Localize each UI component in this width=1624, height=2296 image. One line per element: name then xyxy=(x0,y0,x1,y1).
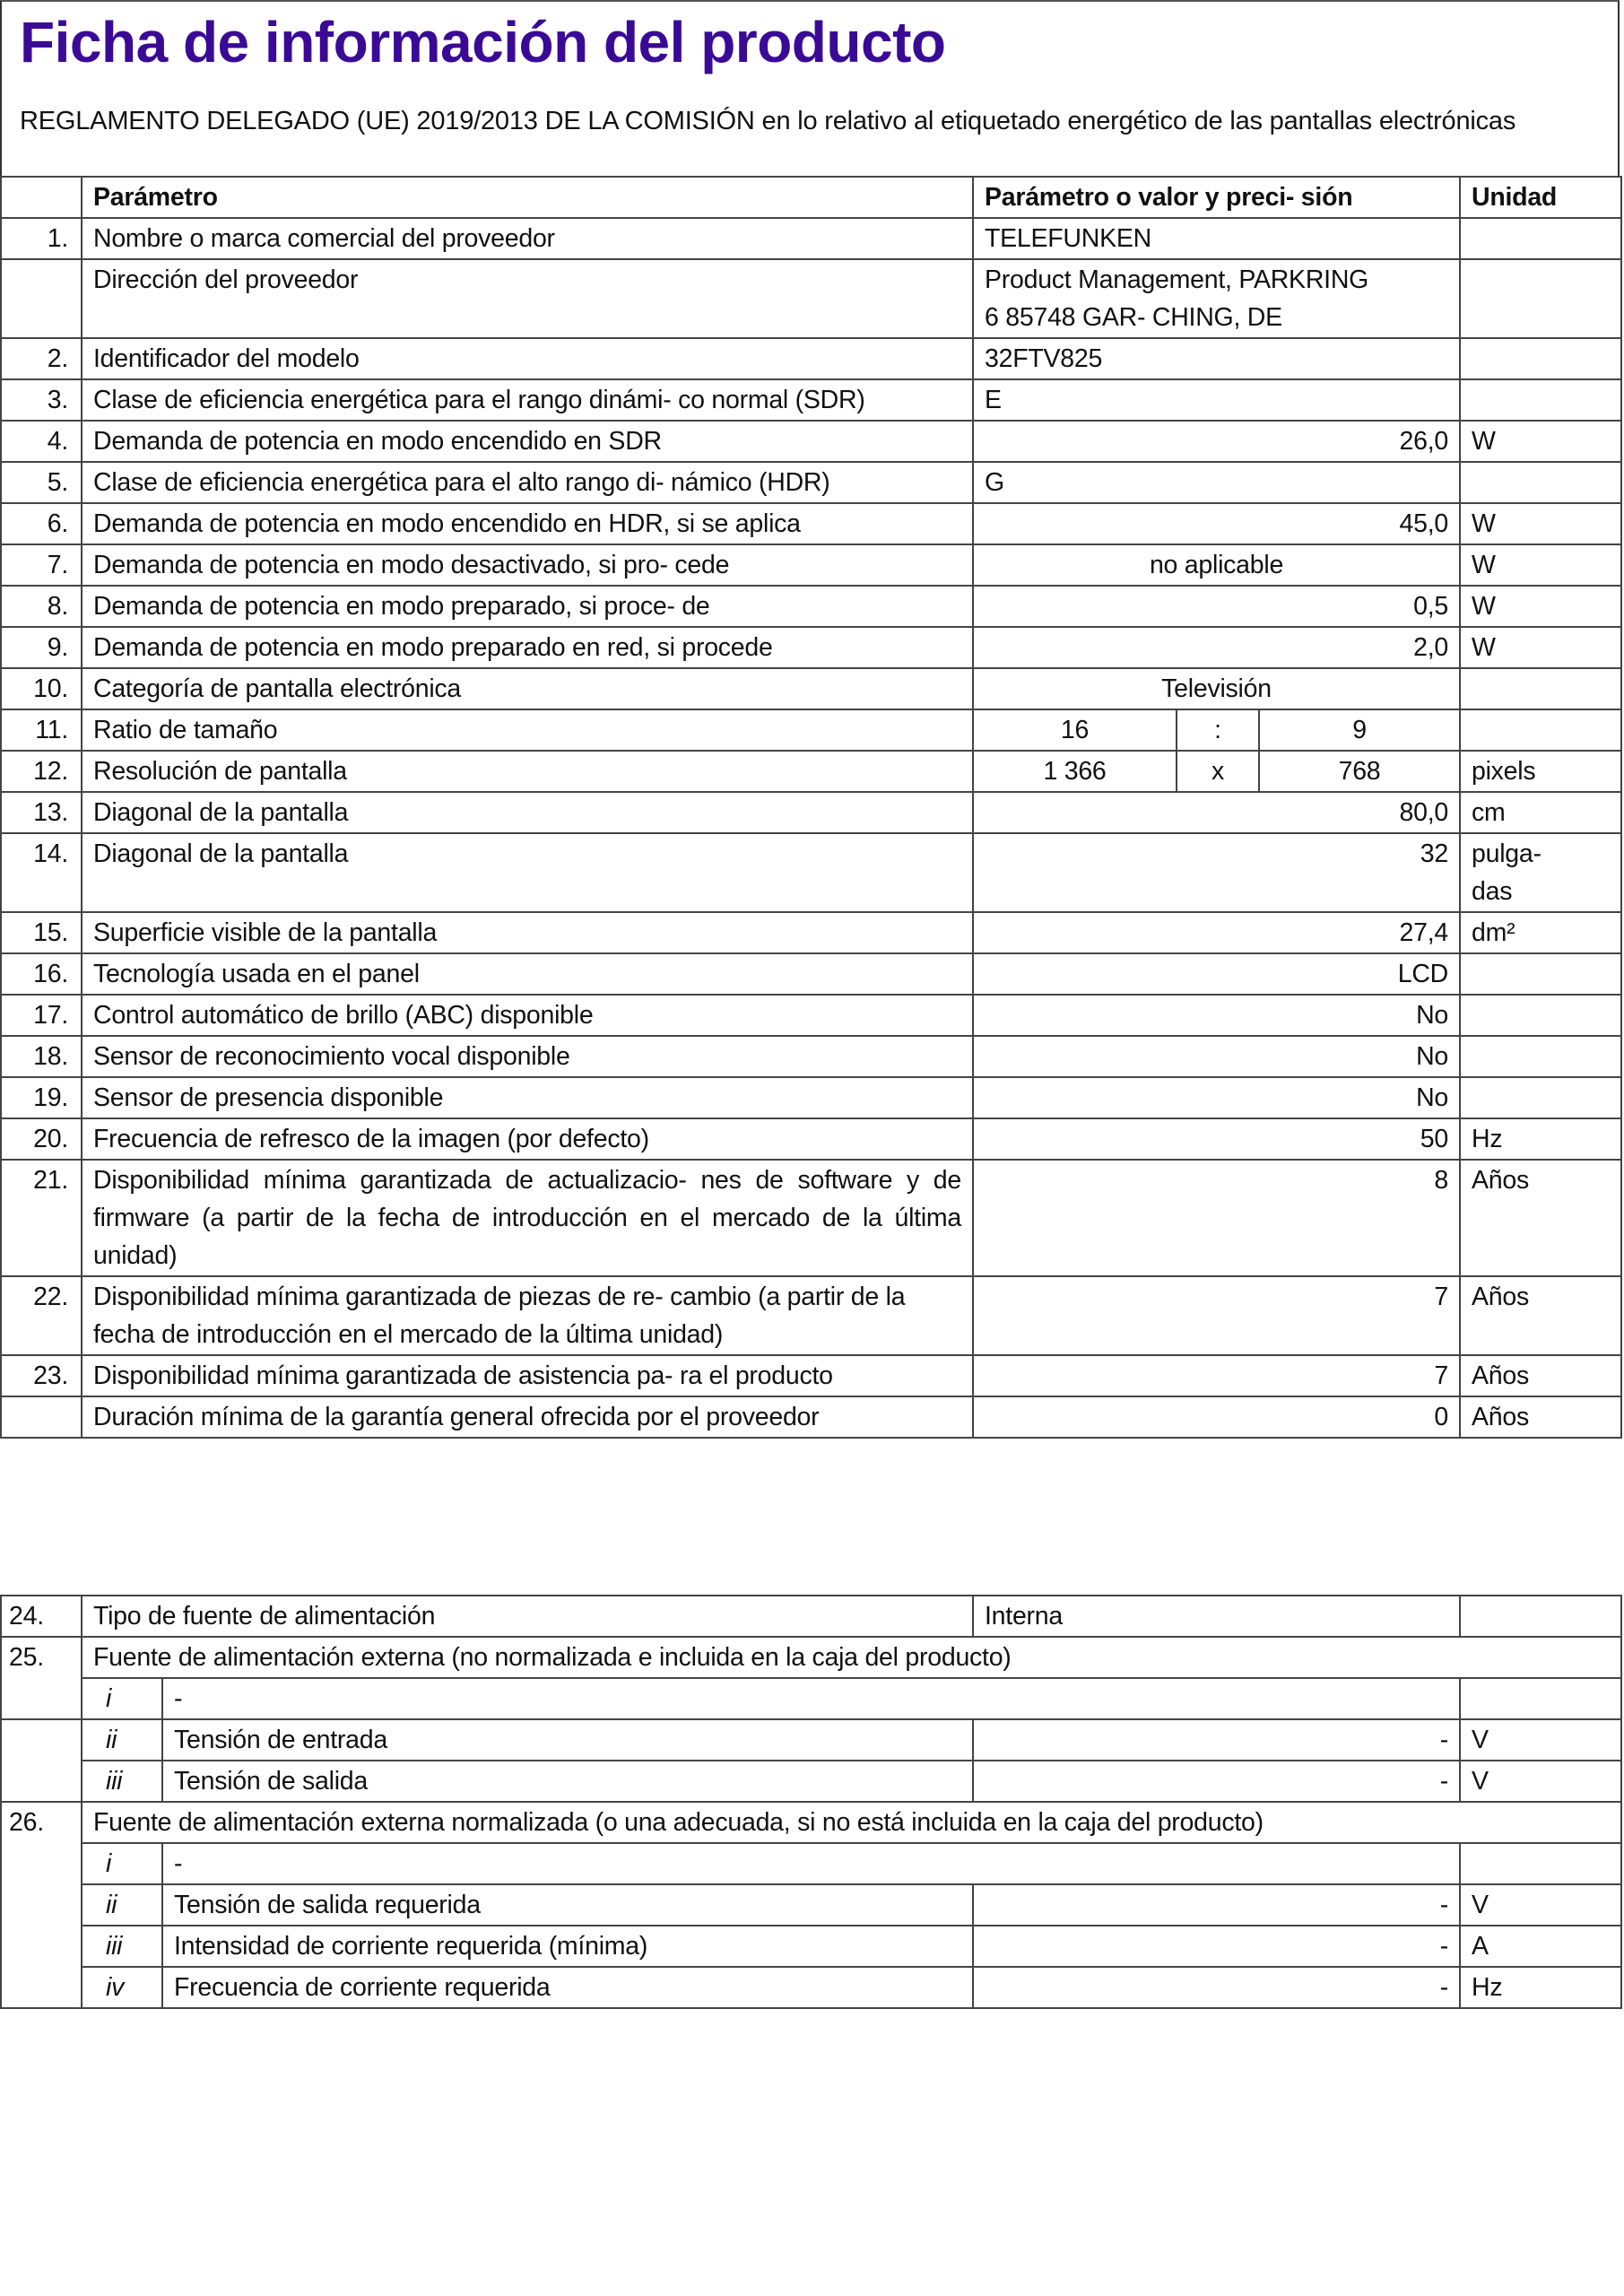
table-row xyxy=(1,792,1621,833)
parameter-label: Diagonal de la pantalla xyxy=(82,833,973,912)
document-header xyxy=(0,0,1620,176)
sub-row xyxy=(1,1719,1621,1761)
table-row xyxy=(1,627,1621,668)
row-number: 25. xyxy=(1,1637,82,1719)
row-number: 14. xyxy=(1,833,82,912)
unit xyxy=(1460,668,1621,709)
sub-label: Frecuencia de corriente requerida xyxy=(162,1967,973,2008)
sub-label: Tensión de salida requerida xyxy=(162,1884,973,1926)
sub-row xyxy=(1,1926,1621,1967)
unit: Hz xyxy=(1460,1118,1621,1160)
table-row xyxy=(1,833,1621,912)
sub-index: iv xyxy=(82,1967,162,2008)
section-title: Fuente de alimentación externa (no normalizada e incluida en la caja del producto) xyxy=(82,1637,1621,1678)
value-part: 1 366 xyxy=(973,751,1177,792)
parameter-value: No xyxy=(973,1077,1460,1118)
unit xyxy=(1460,338,1621,379)
row-number: 16. xyxy=(1,953,82,995)
row-number: 21. xyxy=(1,1160,82,1276)
row-number: 19. xyxy=(1,1077,82,1118)
section-title: Fuente de alimentación externa normalizada (o una adecuada, si no está incluida en la caja del producto) xyxy=(82,1802,1621,1843)
table-row xyxy=(1,1355,1621,1396)
sub-value: - xyxy=(973,1967,1460,2008)
table-row xyxy=(1,1276,1621,1355)
parameter-value: E xyxy=(973,379,1460,421)
parameter-label: Disponibilidad mínima garantizada de actualizacio- nes de software y de firmware (a partir de la fecha de introducción en el mercado de la última unidad) xyxy=(82,1160,973,1276)
table-row xyxy=(1,995,1621,1036)
table-row xyxy=(1,1160,1621,1276)
parameter-label: Demanda de potencia en modo encendido en HDR, si se aplica xyxy=(82,503,973,544)
table-row xyxy=(1,544,1621,586)
unit: W xyxy=(1460,421,1621,462)
table-row xyxy=(1,709,1621,751)
row-number: 22. xyxy=(1,1276,82,1355)
parameter-value: 8 xyxy=(973,1160,1460,1276)
row-number: 5. xyxy=(1,462,82,503)
row-number: 24. xyxy=(1,1596,82,1637)
unit xyxy=(1460,379,1621,421)
sub-label: - xyxy=(162,1843,1460,1884)
unit: Años xyxy=(1460,1355,1621,1396)
table-row xyxy=(1,379,1621,421)
row-number: 4. xyxy=(1,421,82,462)
row-number xyxy=(1,259,82,338)
parameter-value: 27,4 xyxy=(973,912,1460,953)
sub-value: - xyxy=(973,1884,1460,1926)
sub-index: ii xyxy=(82,1884,162,1926)
parameter-value: 45,0 xyxy=(973,503,1460,544)
parameter-label: Clase de eficiencia energética para el rango dinámi- co normal (SDR) xyxy=(82,379,973,421)
value-part: 16 xyxy=(973,709,1177,751)
table-row-24 xyxy=(1,1596,1621,1637)
table-row xyxy=(1,421,1621,462)
section-row26 xyxy=(1,1802,1621,1843)
parameter-value: 32FTV825 xyxy=(973,338,1460,379)
parameter-label: Superficie visible de la pantalla xyxy=(82,912,973,953)
parameter-label: Duración mínima de la garantía general ofrecida por el proveedor xyxy=(82,1396,973,1438)
unit xyxy=(1460,1077,1621,1118)
unit xyxy=(1460,259,1621,338)
parameter-value: No xyxy=(973,995,1460,1036)
parameter-value: 50 xyxy=(973,1118,1460,1160)
parameter-label: Nombre o marca comercial del proveedor xyxy=(82,218,973,259)
sub-label: - xyxy=(162,1678,1460,1719)
section-row25 xyxy=(1,1637,1621,1678)
unit xyxy=(1460,1678,1621,1719)
row-number: 11. xyxy=(1,709,82,751)
unit xyxy=(1460,1036,1621,1077)
row-number: 17. xyxy=(1,995,82,1036)
parameter-label: Disponibilidad mínima garantizada de asistencia pa- ra el producto xyxy=(82,1355,973,1396)
unit: Años xyxy=(1460,1396,1621,1438)
parameter-value: LCD xyxy=(973,953,1460,995)
parameter-label: Tecnología usada en el panel xyxy=(82,953,973,995)
sub-row xyxy=(1,1678,1621,1719)
unit: pixels xyxy=(1460,751,1621,792)
parameter-label: Categoría de pantalla electrónica xyxy=(82,668,973,709)
row-number-empty xyxy=(1,1719,82,1802)
product-info-table xyxy=(0,176,1622,1439)
sub-label: Intensidad de corriente requerida (mínima) xyxy=(162,1926,973,1967)
unit xyxy=(1460,218,1621,259)
parameter-label: Dirección del proveedor xyxy=(82,259,973,338)
parameter-label: Sensor de reconocimiento vocal disponible xyxy=(82,1036,973,1077)
sub-row xyxy=(1,1967,1621,2008)
sub-row xyxy=(1,1761,1621,1802)
unit xyxy=(1460,462,1621,503)
row-number: 8. xyxy=(1,586,82,627)
page-title: Ficha de información del producto xyxy=(20,10,946,74)
sub-index: i xyxy=(82,1678,162,1719)
row-number: 18. xyxy=(1,1036,82,1077)
unit: W xyxy=(1460,544,1621,586)
table-row xyxy=(1,218,1621,259)
parameter-label: Resolución de pantalla xyxy=(82,751,973,792)
row-number: 7. xyxy=(1,544,82,586)
parameter-label: Tipo de fuente de alimentación xyxy=(82,1596,973,1637)
unit: V xyxy=(1460,1719,1621,1761)
unit: V xyxy=(1460,1761,1621,1802)
unit: pulga- das xyxy=(1460,833,1621,912)
unit: W xyxy=(1460,627,1621,668)
parameter-label: Clase de eficiencia energética para el alto rango di- námico (HDR) xyxy=(82,462,973,503)
table-row xyxy=(1,668,1621,709)
unit xyxy=(1460,995,1621,1036)
parameter-value: Interna xyxy=(973,1596,1460,1637)
sub-index: ii xyxy=(82,1719,162,1761)
table-header-row xyxy=(1,177,1621,218)
parameter-label: Demanda de potencia en modo preparado, si proce- de xyxy=(82,586,973,627)
unit xyxy=(1460,709,1621,751)
table-row xyxy=(1,338,1621,379)
parameter-value: No xyxy=(973,1036,1460,1077)
parameter-label: Diagonal de la pantalla xyxy=(82,792,973,833)
row-number xyxy=(1,1396,82,1438)
table-row xyxy=(1,751,1621,792)
parameter-value: 26,0 xyxy=(973,421,1460,462)
parameter-value: TELEFUNKEN xyxy=(973,218,1460,259)
row-number: 2. xyxy=(1,338,82,379)
power-supply-table xyxy=(0,1595,1622,2009)
parameter-value: 2,0 xyxy=(973,627,1460,668)
row-number: 20. xyxy=(1,1118,82,1160)
parameter-label: Identificador del modelo xyxy=(82,338,973,379)
row-number: 23. xyxy=(1,1355,82,1396)
parameter-label: Demanda de potencia en modo desactivado, si pro- cede xyxy=(82,544,973,586)
table-row xyxy=(1,462,1621,503)
value-separator: : xyxy=(1177,709,1259,751)
row-number: 9. xyxy=(1,627,82,668)
parameter-label: Disponibilidad mínima garantizada de piezas de re- cambio (a partir de la fecha de introducción en el mercado de la última unidad) xyxy=(82,1276,973,1355)
parameter-value: 7 xyxy=(973,1276,1460,1355)
regulation-subtitle: REGLAMENTO DELEGADO (UE) 2019/2013 DE LA COMISIÓN en lo relativo al etiquetado energético de las pantallas electrónicas xyxy=(20,107,1516,135)
table-row xyxy=(1,1077,1621,1118)
parameter-value: Product Management, PARKRING 6 85748 GAR- CHING, DE xyxy=(973,259,1460,338)
parameter-value: 0,5 xyxy=(973,586,1460,627)
table-row xyxy=(1,259,1621,338)
table-row xyxy=(1,912,1621,953)
sub-index: iii xyxy=(82,1926,162,1967)
parameter-label: Frecuencia de refresco de la imagen (por defecto) xyxy=(82,1118,973,1160)
table-row xyxy=(1,586,1621,627)
sub-index: iii xyxy=(82,1761,162,1802)
unit: Años xyxy=(1460,1276,1621,1355)
parameter-value: 0 xyxy=(973,1396,1460,1438)
parameter-value: 80,0 xyxy=(973,792,1460,833)
row-number: 1. xyxy=(1,218,82,259)
table-row xyxy=(1,1396,1621,1438)
value-part: 768 xyxy=(1259,751,1460,792)
parameter-label: Control automático de brillo (ABC) disponible xyxy=(82,995,973,1036)
row-number: 15. xyxy=(1,912,82,953)
parameter-label: Ratio de tamaño xyxy=(82,709,973,751)
sub-label: Tensión de entrada xyxy=(162,1719,973,1761)
value-separator: x xyxy=(1177,751,1259,792)
header-value: Parámetro o valor y preci- sión xyxy=(973,177,1460,218)
parameter-value: Televisión xyxy=(973,668,1460,709)
header-num xyxy=(1,177,82,218)
unit: W xyxy=(1460,586,1621,627)
table-row xyxy=(1,1118,1621,1160)
unit: dm² xyxy=(1460,912,1621,953)
row-number: 13. xyxy=(1,792,82,833)
unit xyxy=(1460,1843,1621,1884)
unit: cm xyxy=(1460,792,1621,833)
parameter-value: G xyxy=(973,462,1460,503)
sub-row xyxy=(1,1843,1621,1884)
sub-value: - xyxy=(973,1926,1460,1967)
unit: W xyxy=(1460,503,1621,544)
unit: Años xyxy=(1460,1160,1621,1276)
sub-index: i xyxy=(82,1843,162,1884)
unit: V xyxy=(1460,1884,1621,1926)
row-number: 12. xyxy=(1,751,82,792)
parameter-label: Sensor de presencia disponible xyxy=(82,1077,973,1118)
row-number: 26. xyxy=(1,1802,82,2008)
unit: Hz xyxy=(1460,1967,1621,2008)
row-number: 10. xyxy=(1,668,82,709)
row-number: 6. xyxy=(1,503,82,544)
table-row xyxy=(1,1036,1621,1077)
row-number: 3. xyxy=(1,379,82,421)
parameter-label: Demanda de potencia en modo encendido en SDR xyxy=(82,421,973,462)
sub-row xyxy=(1,1884,1621,1926)
sub-value: - xyxy=(973,1719,1460,1761)
unit xyxy=(1460,1596,1621,1637)
unit: A xyxy=(1460,1926,1621,1967)
header-unit: Unidad xyxy=(1460,177,1621,218)
unit xyxy=(1460,953,1621,995)
table-row xyxy=(1,953,1621,995)
parameter-label: Demanda de potencia en modo preparado en red, si procede xyxy=(82,627,973,668)
sub-label: Tensión de salida xyxy=(162,1761,973,1802)
header-parameter: Parámetro xyxy=(82,177,973,218)
parameter-value: 32 xyxy=(973,833,1460,912)
parameter-value: 7 xyxy=(973,1355,1460,1396)
parameter-value: no aplicable xyxy=(973,544,1460,586)
table-row xyxy=(1,503,1621,544)
sub-value: - xyxy=(973,1761,1460,1802)
value-part: 9 xyxy=(1259,709,1460,751)
